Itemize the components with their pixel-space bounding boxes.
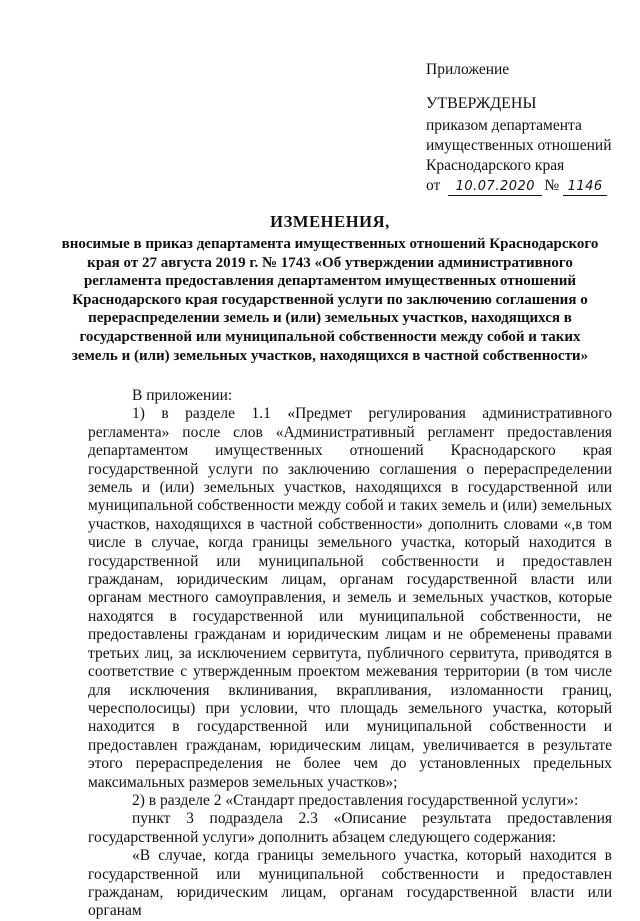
approval-line-3: Краснодарского края — [426, 157, 565, 174]
approval-line-1: приказом департамента — [426, 117, 582, 134]
body-item-2-quote: «В случае, когда границы земельного участка, который находится в государственной или муниципальной собственности и предоставлен гражданам, юридическим лицам, органам государственной власти или органам — [88, 847, 612, 920]
approval-block — [426, 60, 631, 196]
document-title — [60, 212, 600, 365]
title-heading: ИЗМЕНЕНИЯ, — [270, 212, 390, 231]
body-item-2-point: пункт 3 подраздела 2.3 «Описание результата предоставления государственной услуги» дополнить абзацем следующего содержания: — [88, 810, 612, 846]
order-line — [426, 176, 631, 196]
order-date-handwritten: 10.07.2020 — [448, 179, 542, 196]
order-prefix: от — [426, 177, 441, 194]
approval-line-2: имущественных отношений — [426, 137, 612, 154]
body-item-1: 1) в разделе 1.1 «Предмет регулирования административного регламента» после слов «Административный регламент предоставления департаментом имущественных отношений Краснодарского края государственной услуги по заключению соглашения о перераспределении земель и (или) земельных участков, находящихся в государственной или муниципальной собственности между собой и таких земель и (или) земельных участков, находящихся в частной собственности» дополнить словами «,в том числе в случае, когда границы земельного участка, который находится в государственной или муниципальной собственности и предоставлен гражданам, юридическим лицам, органам государственной власти или органам местного самоуправления, и земель и земельных участков, которые находятся в государственной или муниципальной собственности, не предоставлены гражданам и юридическим лицам и не обременены правами третьих лиц, за исключением сервитута, публичного сервитута, приводятся в соответствие с утвержденным проектом межевания территории (в том числе для исключения вклинивания, вкрапливания, изломанности границ, чересполосицы) при условии, что площадь земельного участка, который находится в государственной или муниципальной собственности и предоставлен гражданам, юридическим лицам, увеличивается в результате этого перераспределения не более чем до установленных предельных максимальных размеров земельных участков»; — [88, 405, 612, 791]
order-number-handwritten: 1146 — [563, 179, 607, 196]
body-intro: В приложении: — [132, 387, 233, 404]
title-subtitle: вносимые в приказ департамента имущественных отношений Краснодарского края от 27 августа 2019 г. № 1743 «Об утверждении административного регламента предоставления департаментом имущественных отношений Краснодарского края государственной услуги по заключению соглашения о перераспределении земель и (или) земельных участков, находящихся в государственной или муниципальной собственности между собой и таких земель и (или) земельных участков, находящихся в частной собственности» — [61, 236, 599, 364]
document-body — [88, 387, 612, 921]
order-number-sign: № — [544, 177, 560, 194]
appendix-label: Приложение — [426, 61, 510, 78]
approved-label: УТВЕРЖДЕНЫ — [426, 95, 537, 112]
body-item-2: 2) в разделе 2 «Стандарт предоставления государственной услуги»: — [132, 791, 579, 809]
